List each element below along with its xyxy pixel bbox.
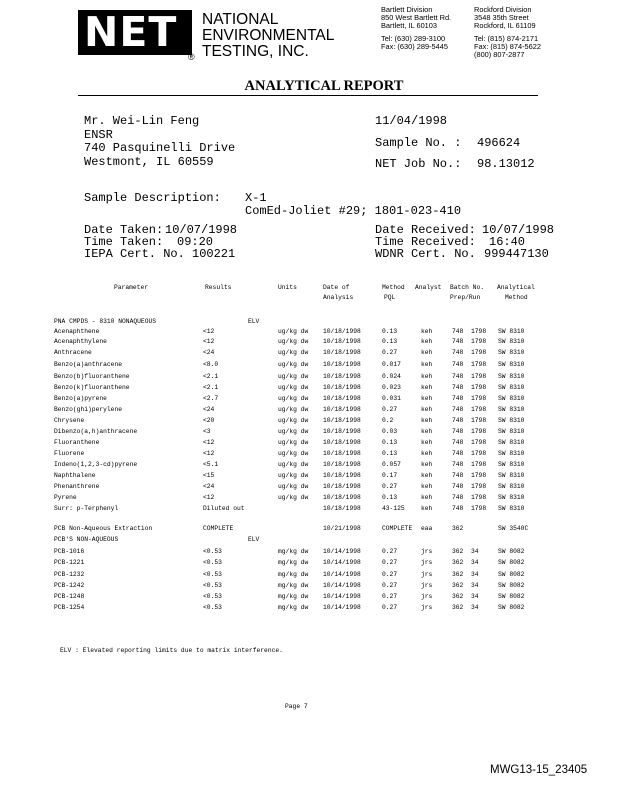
cell-batch-prep: 748 bbox=[452, 338, 464, 345]
cell-parameter: Benzo(ghi)perylene bbox=[54, 406, 123, 413]
cell-pql: 43-125 bbox=[382, 505, 405, 512]
cell-analyst: keh bbox=[421, 338, 433, 345]
iepa-cert: 100221 bbox=[192, 247, 236, 261]
cell-result: <0.53 bbox=[203, 582, 222, 589]
cell-batch-prep: 748 bbox=[452, 472, 464, 479]
header-prep-run: Prep/Run bbox=[450, 294, 481, 301]
sample-desc-line-1: X-1 bbox=[245, 191, 267, 205]
cell-analyst: eaa bbox=[421, 525, 433, 532]
bartlett-address: 850 West Bartlett Rd. bbox=[381, 13, 452, 23]
cell-batch-run: 34 bbox=[471, 559, 479, 566]
cell-parameter: Benzo(a)anthracene bbox=[54, 361, 123, 368]
cell-batch-prep: 748 bbox=[452, 439, 464, 446]
job-no-label: NET Job No.: bbox=[375, 157, 462, 171]
cell-batch-run: 1798 bbox=[471, 461, 487, 468]
cell-result: <3 bbox=[203, 428, 211, 435]
cell-analyst: keh bbox=[421, 349, 433, 356]
cell-analyst: jrs bbox=[421, 548, 433, 555]
cell-pql: 0.017 bbox=[382, 361, 401, 368]
report-title: ANALYTICAL REPORT bbox=[244, 78, 404, 94]
cell-date: 10/14/1998 bbox=[323, 582, 361, 589]
bartlett-fax: Fax: (630) 289-5445 bbox=[381, 41, 448, 51]
header-analytical: Analytical bbox=[497, 284, 535, 291]
cell-parameter: Acenaphthylene bbox=[54, 338, 107, 345]
cell-batch-run: 1798 bbox=[471, 428, 487, 435]
header-batch-no: Batch No. bbox=[450, 284, 485, 291]
cell-batch-prep: 362 bbox=[452, 525, 464, 532]
cell-units: ug/kg dw bbox=[278, 417, 309, 424]
cell-batch-prep: 748 bbox=[452, 483, 464, 490]
page-number: Page 7 bbox=[285, 703, 308, 710]
cell-date: 10/14/1998 bbox=[323, 548, 361, 555]
cell-flag: ELV bbox=[248, 536, 260, 543]
cell-pql: 0.13 bbox=[382, 338, 398, 345]
cell-units: ug/kg dw bbox=[278, 338, 309, 345]
bartlett-city: Bartlett, IL 60103 bbox=[381, 21, 438, 31]
cell-date: 10/18/1998 bbox=[323, 384, 361, 391]
company-name-line-1: NATIONAL bbox=[202, 11, 279, 28]
cell-analyst: jrs bbox=[421, 593, 433, 600]
cell-pql: 0.13 bbox=[382, 439, 398, 446]
cell-batch-run: 1798 bbox=[471, 349, 487, 356]
date-received-label: Date Received: bbox=[375, 223, 476, 237]
cell-parameter: Chrysene bbox=[54, 417, 85, 424]
cell-units: ug/kg dw bbox=[278, 439, 309, 446]
cell-pql: 0.27 bbox=[382, 582, 398, 589]
bartlett-tel: Tel: (630) 289-3100 bbox=[381, 33, 446, 43]
cell-units: mg/kg dw bbox=[278, 548, 309, 555]
cell-pql: 0.13 bbox=[382, 494, 398, 501]
cell-parameter: PNA CMPDS - 8310 NONAQUEOUS bbox=[54, 318, 157, 325]
footnote: ELV : Elevated reporting limits due to matrix interference. bbox=[60, 647, 283, 654]
client-address bbox=[84, 115, 235, 169]
cell-result: <2.1 bbox=[203, 373, 219, 380]
cell-pql: 0.27 bbox=[382, 559, 398, 566]
report-date: 11/04/1998 bbox=[375, 114, 448, 128]
cell-pql: 0.27 bbox=[382, 593, 398, 600]
cell-method: SW 8310 bbox=[498, 505, 525, 512]
cell-result: <12 bbox=[203, 338, 215, 345]
client-city: Westmont, IL 60559 bbox=[84, 154, 214, 169]
sample-no: 496624 bbox=[477, 136, 521, 150]
client-company: ENSR bbox=[84, 127, 113, 142]
cell-batch-prep: 748 bbox=[452, 406, 464, 413]
cell-batch-run: 1798 bbox=[471, 483, 487, 490]
cell-parameter: Acenaphthene bbox=[54, 328, 100, 335]
cell-result: <0.53 bbox=[203, 604, 222, 611]
cell-pql: COMPLETE bbox=[382, 525, 413, 532]
cell-analyst: jrs bbox=[421, 571, 433, 578]
cell-batch-prep: 362 bbox=[452, 571, 464, 578]
iepa-label: IEPA Cert. No. bbox=[84, 247, 185, 261]
cell-date: 10/18/1998 bbox=[323, 406, 361, 413]
cell-parameter: PCB-1221 bbox=[54, 559, 85, 566]
cell-batch-prep: 362 bbox=[452, 604, 464, 611]
cell-date: 10/18/1998 bbox=[323, 417, 361, 424]
time-received-label: Time Received: bbox=[375, 235, 476, 249]
cell-analyst: keh bbox=[421, 417, 433, 424]
cell-result: <8.0 bbox=[203, 361, 219, 368]
cell-date: 10/18/1998 bbox=[323, 472, 361, 479]
cell-result: <12 bbox=[203, 494, 215, 501]
cell-batch-prep: 748 bbox=[452, 461, 464, 468]
cell-batch-run: 34 bbox=[471, 582, 479, 589]
cell-date: 10/18/1998 bbox=[323, 328, 361, 335]
cell-parameter: Indeno(1,2,3-cd)pyrene bbox=[54, 461, 138, 468]
cell-parameter: PCB-1254 bbox=[54, 604, 85, 611]
header-parameter: Parameter bbox=[114, 284, 149, 291]
cell-result: <12 bbox=[203, 439, 215, 446]
cell-units: ug/kg dw bbox=[278, 395, 309, 402]
cell-parameter: Benzo(k)fluoranthene bbox=[54, 384, 130, 391]
header-units: Units bbox=[278, 284, 297, 291]
cell-parameter: Benzo(b)fluoranthene bbox=[54, 373, 130, 380]
date-taken-label: Date Taken: bbox=[84, 223, 164, 237]
cell-method: SW 3540C bbox=[498, 525, 529, 532]
cell-batch-prep: 748 bbox=[452, 361, 464, 368]
cell-parameter: Fluoranthene bbox=[54, 439, 100, 446]
cell-result: COMPLETE bbox=[203, 525, 234, 532]
company-name-line-3: TESTING, INC. bbox=[202, 43, 309, 60]
cell-parameter: Dibenzo(a,h)anthracene bbox=[54, 428, 138, 435]
cell-batch-run: 1798 bbox=[471, 384, 487, 391]
bartlett-name: Bartlett Division bbox=[381, 5, 433, 14]
cell-result: <24 bbox=[203, 483, 215, 490]
registered-mark: ® bbox=[188, 52, 195, 62]
cell-units: ug/kg dw bbox=[278, 328, 309, 335]
cell-batch-run: 34 bbox=[471, 548, 479, 555]
cell-analyst: keh bbox=[421, 494, 433, 501]
cell-result: <2.7 bbox=[203, 395, 219, 402]
cell-batch-run: 1798 bbox=[471, 373, 487, 380]
title-rule bbox=[78, 95, 538, 96]
time-taken-label: Time Taken: bbox=[84, 235, 164, 249]
cell-method: SW 8310 bbox=[498, 395, 525, 402]
cell-result: <0.53 bbox=[203, 593, 222, 600]
cell-analyst: keh bbox=[421, 505, 433, 512]
cell-parameter: Benzo(a)pyrene bbox=[54, 395, 107, 402]
cell-units: ug/kg dw bbox=[278, 373, 309, 380]
cell-pql: 0.27 bbox=[382, 571, 398, 578]
cell-result: Diluted out bbox=[203, 505, 245, 512]
cell-result: <12 bbox=[203, 450, 215, 457]
cell-date: 10/18/1998 bbox=[323, 373, 361, 380]
cell-date: 10/14/1998 bbox=[323, 604, 361, 611]
cell-batch-prep: 748 bbox=[452, 395, 464, 402]
cell-parameter: PCB-1248 bbox=[54, 593, 85, 600]
cell-units: ug/kg dw bbox=[278, 450, 309, 457]
client-street: 740 Pasquinelli Drive bbox=[84, 141, 236, 155]
cell-units: mg/kg dw bbox=[278, 582, 309, 589]
cell-date: 10/14/1998 bbox=[323, 571, 361, 578]
cell-method: SW 8310 bbox=[498, 373, 525, 380]
cell-date: 10/18/1998 bbox=[323, 505, 361, 512]
cell-date: 10/18/1998 bbox=[323, 450, 361, 457]
cell-method: SW 8310 bbox=[498, 494, 525, 501]
cell-method: SW 8082 bbox=[498, 548, 525, 555]
cell-pql: 0.13 bbox=[382, 450, 398, 457]
cell-result: <2.1 bbox=[203, 384, 219, 391]
cell-batch-run: 1798 bbox=[471, 338, 487, 345]
cell-batch-prep: 748 bbox=[452, 328, 464, 335]
cell-batch-prep: 748 bbox=[452, 373, 464, 380]
cell-batch-run: 1798 bbox=[471, 450, 487, 457]
time-taken: 09:20 bbox=[177, 235, 214, 249]
cell-units: ug/kg dw bbox=[278, 461, 309, 468]
cell-parameter: Naphthalene bbox=[54, 472, 96, 479]
cell-units: ug/kg dw bbox=[278, 428, 309, 435]
cell-parameter: Anthracene bbox=[54, 349, 92, 356]
cell-analyst: keh bbox=[421, 483, 433, 490]
cell-result: <15 bbox=[203, 472, 215, 479]
cell-method: SW 8310 bbox=[498, 361, 525, 368]
cell-parameter: PCB Non-Aqueous Extraction bbox=[54, 525, 153, 532]
cell-result: <24 bbox=[203, 406, 215, 413]
cell-method: SW 8310 bbox=[498, 428, 525, 435]
cell-pql: 0.2 bbox=[382, 417, 394, 424]
cell-batch-prep: 362 bbox=[452, 548, 464, 555]
cell-units: ug/kg dw bbox=[278, 406, 309, 413]
cell-analyst: jrs bbox=[421, 604, 433, 611]
cell-analyst: keh bbox=[421, 373, 433, 380]
cell-method: SW 8082 bbox=[498, 582, 525, 589]
cell-date: 10/21/1998 bbox=[323, 525, 361, 532]
cell-parameter: PCB'S NON-AQUEOUS bbox=[54, 536, 119, 543]
cell-batch-prep: 362 bbox=[452, 559, 464, 566]
cell-analyst: keh bbox=[421, 361, 433, 368]
cell-analyst: keh bbox=[421, 472, 433, 479]
cell-method: SW 8310 bbox=[498, 338, 525, 345]
cell-batch-prep: 362 bbox=[452, 582, 464, 589]
cell-pql: 0.03 bbox=[382, 428, 398, 435]
cell-date: 10/18/1998 bbox=[323, 349, 361, 356]
cell-batch-prep: 748 bbox=[452, 494, 464, 501]
rockford-division bbox=[474, 6, 541, 59]
cell-method: SW 8082 bbox=[498, 559, 525, 566]
header-pql: PQL bbox=[384, 294, 396, 301]
cell-batch-run: 1798 bbox=[471, 494, 487, 501]
cell-method: SW 8082 bbox=[498, 593, 525, 600]
cell-batch-prep: 748 bbox=[452, 505, 464, 512]
cell-pql: 0.27 bbox=[382, 604, 398, 611]
cell-method: SW 8310 bbox=[498, 349, 525, 356]
cell-analyst: keh bbox=[421, 328, 433, 335]
cell-result: <0.53 bbox=[203, 559, 222, 566]
cell-batch-run: 1798 bbox=[471, 328, 487, 335]
cell-batch-prep: 748 bbox=[452, 417, 464, 424]
cell-parameter: PCB-1016 bbox=[54, 548, 85, 555]
cell-batch-prep: 748 bbox=[452, 349, 464, 356]
cell-units: ug/kg dw bbox=[278, 361, 309, 368]
rockford-fax: Fax: (815) 874-5622 bbox=[474, 41, 541, 51]
cell-units: ug/kg dw bbox=[278, 349, 309, 356]
cell-pql: 0.031 bbox=[382, 395, 401, 402]
cell-date: 10/14/1998 bbox=[323, 559, 361, 566]
cell-batch-run: 1798 bbox=[471, 361, 487, 368]
cell-batch-run: 1798 bbox=[471, 395, 487, 402]
cell-units: ug/kg dw bbox=[278, 472, 309, 479]
cell-method: SW 8310 bbox=[498, 472, 525, 479]
client-name: Mr. Wei-Lin Feng bbox=[84, 114, 200, 128]
cell-parameter: PCB-1242 bbox=[54, 582, 85, 589]
header-method: Method bbox=[382, 284, 405, 291]
cell-batch-run: 1798 bbox=[471, 406, 487, 413]
cell-units: ug/kg dw bbox=[278, 494, 309, 501]
cell-method: SW 8310 bbox=[498, 483, 525, 490]
header-analysis: Analysis bbox=[323, 294, 354, 301]
wdnr-label: WDNR Cert. No. bbox=[375, 247, 476, 261]
cell-analyst: jrs bbox=[421, 559, 433, 566]
cell-method: SW 8310 bbox=[498, 406, 525, 413]
cell-pql: 0.27 bbox=[382, 548, 398, 555]
cell-parameter: Pyrene bbox=[54, 494, 77, 501]
cell-pql: 0.17 bbox=[382, 472, 398, 479]
cell-flag: ELV bbox=[248, 318, 260, 325]
cell-units: ug/kg dw bbox=[278, 384, 309, 391]
cell-units: mg/kg dw bbox=[278, 559, 309, 566]
cell-batch-prep: 748 bbox=[452, 384, 464, 391]
rockford-address: 3548 35th Street bbox=[474, 13, 529, 23]
time-received: 16:40 bbox=[489, 235, 526, 249]
cell-method: SW 8310 bbox=[498, 417, 525, 424]
cell-units: mg/kg dw bbox=[278, 571, 309, 578]
company-name bbox=[202, 12, 334, 60]
rockford-name: Rockford Division bbox=[474, 5, 532, 14]
cell-method: SW 8082 bbox=[498, 571, 525, 578]
cell-analyst: keh bbox=[421, 428, 433, 435]
cell-analyst: keh bbox=[421, 439, 433, 446]
cell-parameter: Surr: p-Terphenyl bbox=[54, 505, 119, 512]
cell-batch-run: 1798 bbox=[471, 472, 487, 479]
cell-analyst: keh bbox=[421, 461, 433, 468]
cell-result: <0.53 bbox=[203, 571, 222, 578]
cell-analyst: keh bbox=[421, 450, 433, 457]
cell-units: mg/kg dw bbox=[278, 593, 309, 600]
cell-method: SW 8310 bbox=[498, 384, 525, 391]
cell-date: 10/18/1998 bbox=[323, 439, 361, 446]
cell-analyst: keh bbox=[421, 395, 433, 402]
cell-batch-run: 34 bbox=[471, 604, 479, 611]
cell-batch-prep: 748 bbox=[452, 450, 464, 457]
cell-method: SW 8082 bbox=[498, 604, 525, 611]
cell-date: 10/18/1998 bbox=[323, 428, 361, 435]
cell-batch-prep: 748 bbox=[452, 428, 464, 435]
cell-result: <12 bbox=[203, 328, 215, 335]
header-method-2: Method bbox=[505, 294, 528, 301]
cell-pql: 0.27 bbox=[382, 406, 398, 413]
cell-units: mg/kg dw bbox=[278, 604, 309, 611]
cell-pql: 0.13 bbox=[382, 328, 398, 335]
bartlett-division bbox=[381, 6, 451, 51]
cell-date: 10/18/1998 bbox=[323, 361, 361, 368]
sample-desc-label: Sample Description: bbox=[84, 191, 221, 205]
rockford-tel: Tel: (815) 874-2171 bbox=[474, 33, 539, 43]
cell-parameter: PCB-1232 bbox=[54, 571, 85, 578]
date-taken: 10/07/1998 bbox=[165, 223, 238, 237]
cell-batch-prep: 362 bbox=[452, 593, 464, 600]
cell-date: 10/18/1998 bbox=[323, 395, 361, 402]
cell-analyst: keh bbox=[421, 406, 433, 413]
wdnr-cert: 999447130 bbox=[484, 247, 549, 261]
rockford-phone2: (800) 807-2877 bbox=[474, 50, 525, 60]
sample-no-label: Sample No. : bbox=[375, 136, 462, 150]
company-logo-text: NET bbox=[84, 8, 178, 56]
cell-result: <24 bbox=[203, 349, 215, 356]
cell-analyst: keh bbox=[421, 384, 433, 391]
cell-method: SW 8310 bbox=[498, 461, 525, 468]
cell-batch-run: 1798 bbox=[471, 417, 487, 424]
header-date-of: Date of bbox=[323, 284, 350, 291]
cell-batch-run: 1798 bbox=[471, 439, 487, 446]
cell-batch-run: 1798 bbox=[471, 505, 487, 512]
cell-parameter: Phenanthrene bbox=[54, 483, 100, 490]
cell-method: SW 8310 bbox=[498, 439, 525, 446]
cell-pql: 0.27 bbox=[382, 483, 398, 490]
cell-pql: 0.024 bbox=[382, 373, 401, 380]
cell-parameter: Fluorene bbox=[54, 450, 85, 457]
cell-date: 10/18/1998 bbox=[323, 483, 361, 490]
cell-units: ug/kg dw bbox=[278, 483, 309, 490]
rockford-city: Rockford, IL 61109 bbox=[474, 21, 536, 31]
cell-method: SW 8310 bbox=[498, 328, 525, 335]
cell-batch-run: 34 bbox=[471, 571, 479, 578]
cell-date: 10/18/1998 bbox=[323, 494, 361, 501]
header-results: Results bbox=[205, 284, 232, 291]
date-received: 10/07/1998 bbox=[482, 223, 555, 237]
header-analyst: Analyst bbox=[415, 284, 442, 291]
cell-pql: 0.023 bbox=[382, 384, 401, 391]
job-no: 98.13012 bbox=[477, 157, 535, 171]
cell-analyst: jrs bbox=[421, 582, 433, 589]
cell-result: <0.53 bbox=[203, 548, 222, 555]
cell-result: <20 bbox=[203, 417, 215, 424]
cell-pql: 0.27 bbox=[382, 349, 398, 356]
cell-batch-run: 34 bbox=[471, 593, 479, 600]
cell-result: <5.1 bbox=[203, 461, 219, 468]
cell-date: 10/18/1998 bbox=[323, 461, 361, 468]
cell-date: 10/14/1998 bbox=[323, 593, 361, 600]
company-name-line-2: ENVIRONMENTAL bbox=[202, 27, 335, 44]
cell-date: 10/18/1998 bbox=[323, 338, 361, 345]
cell-pql: 0.057 bbox=[382, 461, 401, 468]
sample-desc-line-2: ComEd-Joliet #29; 1801-023-410 bbox=[245, 204, 462, 218]
cell-method: SW 8310 bbox=[498, 450, 525, 457]
document-id: MWG13-15_23405 bbox=[490, 764, 588, 776]
